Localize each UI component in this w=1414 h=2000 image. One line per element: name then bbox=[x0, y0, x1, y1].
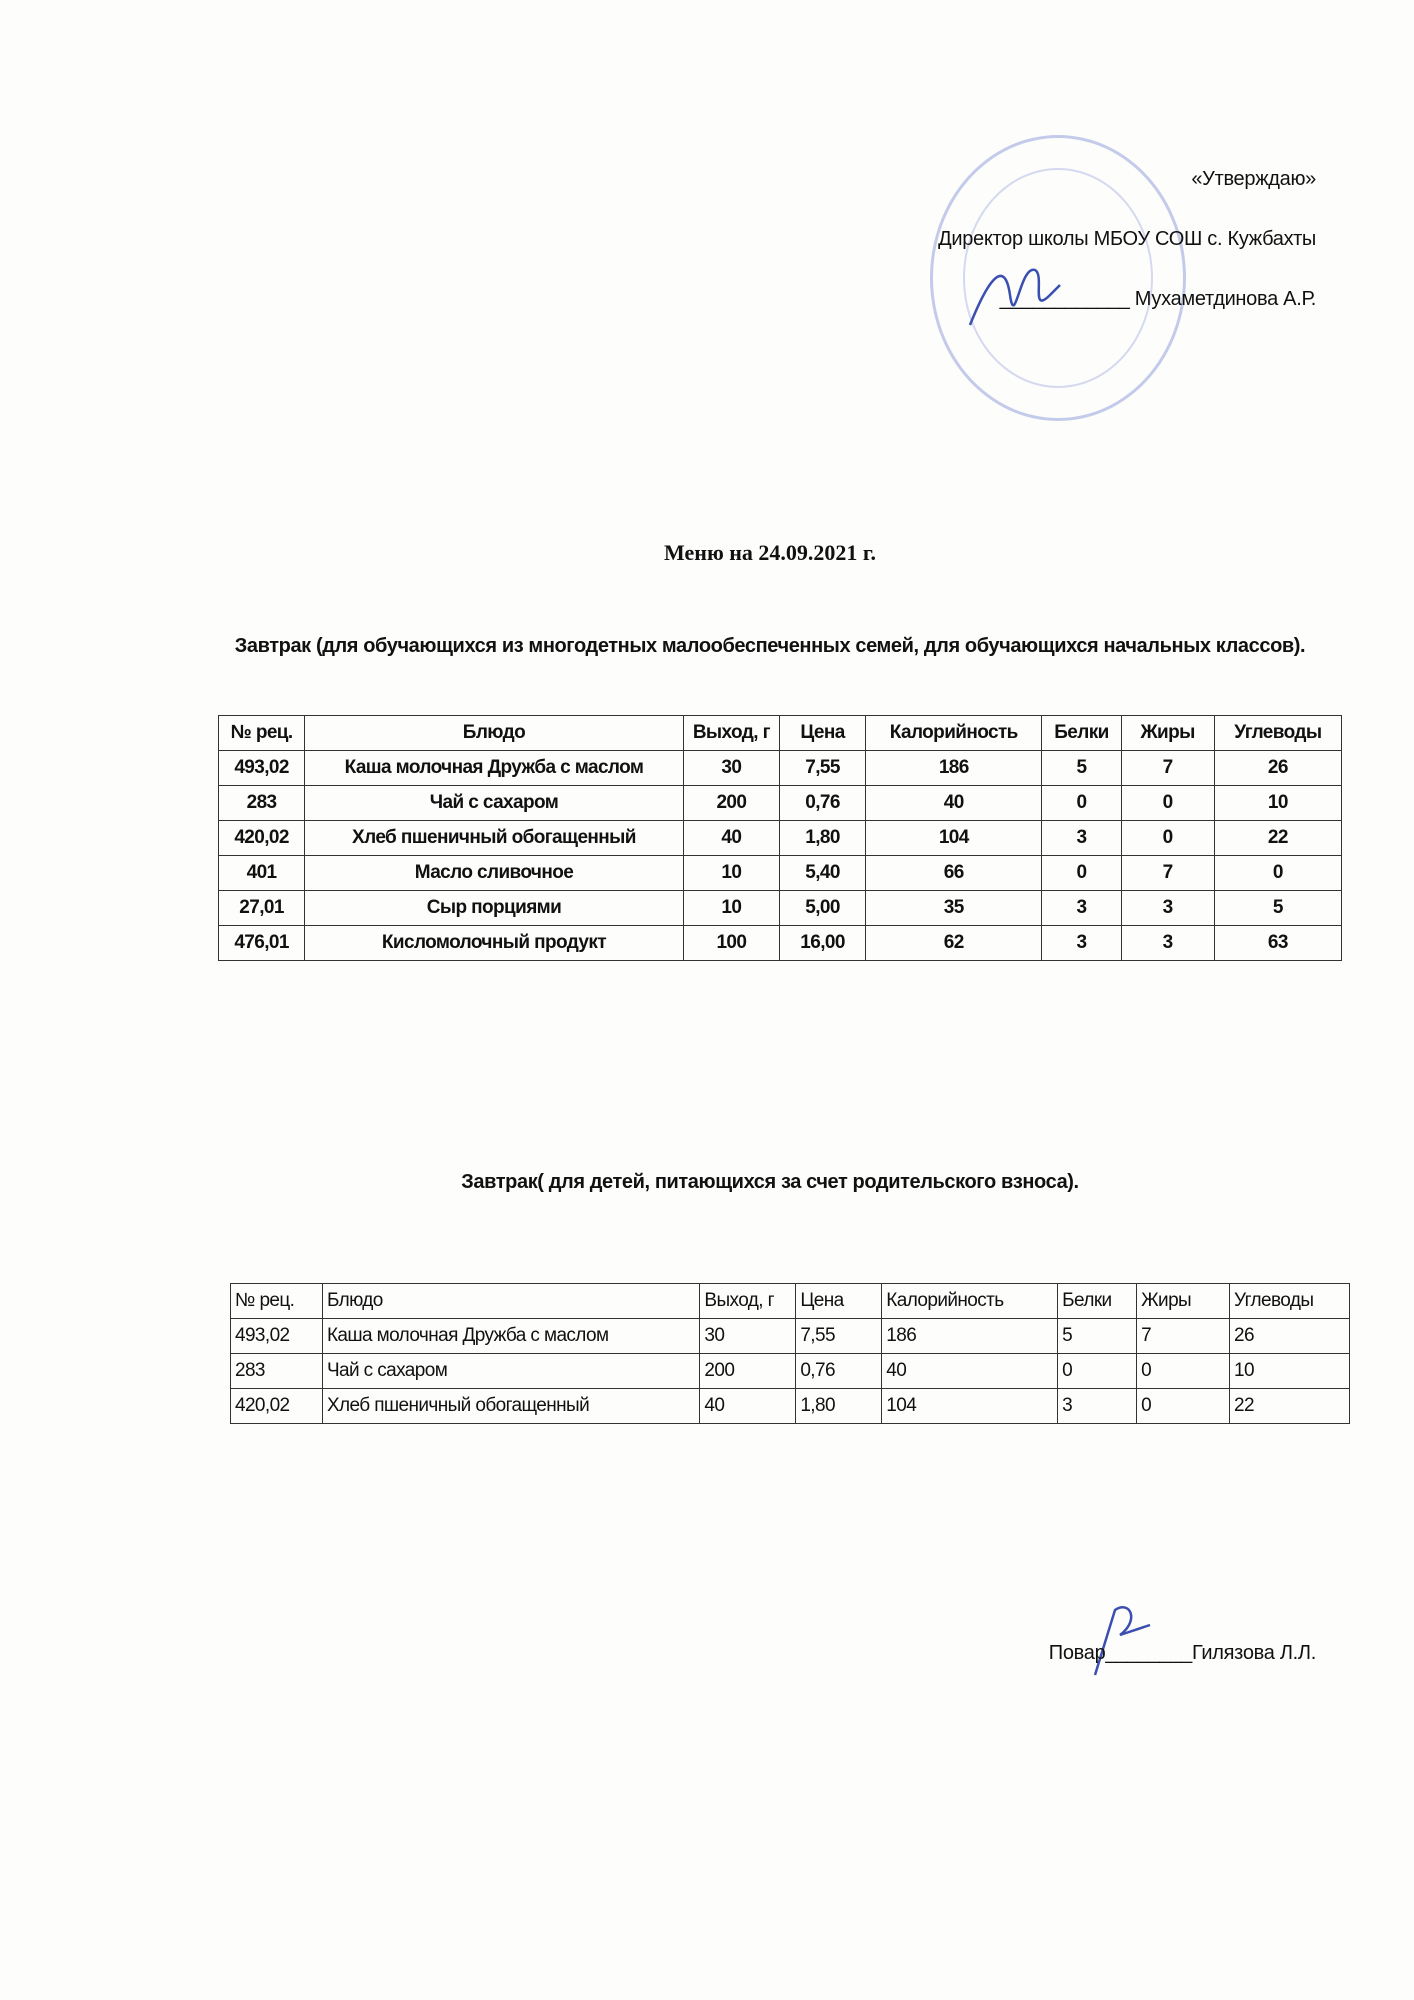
section1-heading: Завтрак (для обучающихся из многодетных малообеспеченных семей, для обучающихся начальных классов). bbox=[234, 635, 1306, 657]
cook-signature bbox=[1080, 1600, 1160, 1680]
table-row bbox=[231, 1354, 1350, 1389]
dish-name-cell: Сыр порциями bbox=[305, 891, 684, 926]
table-row bbox=[219, 786, 1342, 821]
proteins-cell: 3 bbox=[1058, 1389, 1137, 1424]
dish-name-cell: Масло сливочное bbox=[305, 856, 684, 891]
col-header: Жиры bbox=[1121, 716, 1214, 751]
proteins-cell: 5 bbox=[1058, 1319, 1137, 1354]
proteins-cell: 0 bbox=[1042, 856, 1121, 891]
col-header: Цена bbox=[796, 1284, 882, 1319]
section2-heading: Завтрак( для детей, питающихся за счет родительского взноса). bbox=[461, 1171, 1079, 1193]
carbohydrates-cell: 26 bbox=[1214, 751, 1341, 786]
calories-cell: 104 bbox=[866, 821, 1042, 856]
yield-cell: 30 bbox=[683, 751, 779, 786]
carbohydrates-cell: 22 bbox=[1230, 1389, 1350, 1424]
price-cell: 7,55 bbox=[779, 751, 865, 786]
price-cell: 7,55 bbox=[796, 1319, 882, 1354]
carbohydrates-cell: 26 bbox=[1230, 1319, 1350, 1354]
yield-cell: 30 bbox=[700, 1319, 796, 1354]
calories-cell: 186 bbox=[882, 1319, 1058, 1354]
col-header: Выход, г bbox=[683, 716, 779, 751]
price-cell: 0,76 bbox=[796, 1354, 882, 1389]
menu-table-1 bbox=[218, 715, 1342, 961]
dish-name-cell: Чай с сахаром bbox=[322, 1354, 699, 1389]
dish-name-cell: Чай с сахаром bbox=[305, 786, 684, 821]
fats-cell: 7 bbox=[1121, 751, 1214, 786]
proteins-cell: 3 bbox=[1042, 821, 1121, 856]
col-header: Блюдо bbox=[322, 1284, 699, 1319]
page-title: Меню на 24.09.2021 г. bbox=[664, 540, 876, 565]
director-signature-line: ____________ Мухаметдинова А.Р. bbox=[999, 288, 1316, 310]
yield-cell: 100 bbox=[683, 926, 779, 961]
recipe-number-cell: 420,02 bbox=[231, 1389, 323, 1424]
calories-cell: 104 bbox=[882, 1389, 1058, 1424]
table-row bbox=[219, 856, 1342, 891]
yield-cell: 200 bbox=[700, 1354, 796, 1389]
price-cell: 1,80 bbox=[796, 1389, 882, 1424]
dish-name-cell: Каша молочная Дружба с маслом bbox=[305, 751, 684, 786]
proteins-cell: 3 bbox=[1042, 926, 1121, 961]
proteins-cell: 5 bbox=[1042, 751, 1121, 786]
col-header: Выход, г bbox=[700, 1284, 796, 1319]
dish-name-cell: Каша молочная Дружба с маслом bbox=[322, 1319, 699, 1354]
col-header: Цена bbox=[779, 716, 865, 751]
carbohydrates-cell: 63 bbox=[1214, 926, 1341, 961]
carbohydrates-cell: 10 bbox=[1214, 786, 1341, 821]
proteins-cell: 3 bbox=[1042, 891, 1121, 926]
price-cell: 16,00 bbox=[779, 926, 865, 961]
col-header: Углеводы bbox=[1214, 716, 1341, 751]
yield-cell: 10 bbox=[683, 891, 779, 926]
col-header: Калорийность bbox=[882, 1284, 1058, 1319]
cook-signature-line: Повар________Гилязова Л.Л. bbox=[1048, 1642, 1316, 1664]
price-cell: 5,40 bbox=[779, 856, 865, 891]
yield-cell: 10 bbox=[683, 856, 779, 891]
calories-cell: 66 bbox=[866, 856, 1042, 891]
price-cell: 0,76 bbox=[779, 786, 865, 821]
fats-cell: 0 bbox=[1137, 1389, 1230, 1424]
table-row bbox=[219, 751, 1342, 786]
fats-cell: 0 bbox=[1121, 786, 1214, 821]
col-header: Углеводы bbox=[1230, 1284, 1350, 1319]
table-row bbox=[219, 891, 1342, 926]
table-row bbox=[231, 1319, 1350, 1354]
recipe-number-cell: 283 bbox=[219, 786, 305, 821]
recipe-number-cell: 493,02 bbox=[219, 751, 305, 786]
table-row bbox=[219, 821, 1342, 856]
table-row bbox=[231, 1389, 1350, 1424]
col-header: Блюдо bbox=[305, 716, 684, 751]
carbohydrates-cell: 5 bbox=[1214, 891, 1341, 926]
recipe-number-cell: 27,01 bbox=[219, 891, 305, 926]
proteins-cell: 0 bbox=[1042, 786, 1121, 821]
table-row bbox=[219, 926, 1342, 961]
fats-cell: 0 bbox=[1121, 821, 1214, 856]
calories-cell: 40 bbox=[866, 786, 1042, 821]
recipe-number-cell: 401 bbox=[219, 856, 305, 891]
col-header: № рец. bbox=[219, 716, 305, 751]
recipe-number-cell: 420,02 bbox=[219, 821, 305, 856]
approval-label: «Утверждаю» bbox=[1191, 168, 1316, 190]
fats-cell: 7 bbox=[1137, 1319, 1230, 1354]
fats-cell: 3 bbox=[1121, 926, 1214, 961]
yield-cell: 40 bbox=[683, 821, 779, 856]
carbohydrates-cell: 10 bbox=[1230, 1354, 1350, 1389]
fats-cell: 3 bbox=[1121, 891, 1214, 926]
calories-cell: 35 bbox=[866, 891, 1042, 926]
carbohydrates-cell: 0 bbox=[1214, 856, 1341, 891]
fats-cell: 7 bbox=[1121, 856, 1214, 891]
dish-name-cell: Кисломолочный продукт bbox=[305, 926, 684, 961]
col-header: Жиры bbox=[1137, 1284, 1230, 1319]
price-cell: 5,00 bbox=[779, 891, 865, 926]
calories-cell: 186 bbox=[866, 751, 1042, 786]
recipe-number-cell: 476,01 bbox=[219, 926, 305, 961]
table-header-row bbox=[219, 716, 1342, 751]
director-title: Директор школы МБОУ СОШ с. Кужбахты bbox=[938, 228, 1316, 250]
col-header: № рец. bbox=[231, 1284, 323, 1319]
dish-name-cell: Хлеб пшеничный обогащенный bbox=[305, 821, 684, 856]
carbohydrates-cell: 22 bbox=[1214, 821, 1341, 856]
menu-table-2 bbox=[230, 1283, 1350, 1424]
recipe-number-cell: 493,02 bbox=[231, 1319, 323, 1354]
price-cell: 1,80 bbox=[779, 821, 865, 856]
calories-cell: 62 bbox=[866, 926, 1042, 961]
recipe-number-cell: 283 bbox=[231, 1354, 323, 1389]
calories-cell: 40 bbox=[882, 1354, 1058, 1389]
yield-cell: 40 bbox=[700, 1389, 796, 1424]
dish-name-cell: Хлеб пшеничный обогащенный bbox=[322, 1389, 699, 1424]
proteins-cell: 0 bbox=[1058, 1354, 1137, 1389]
table-header-row bbox=[231, 1284, 1350, 1319]
col-header: Белки bbox=[1058, 1284, 1137, 1319]
yield-cell: 200 bbox=[683, 786, 779, 821]
col-header: Белки bbox=[1042, 716, 1121, 751]
col-header: Калорийность bbox=[866, 716, 1042, 751]
fats-cell: 0 bbox=[1137, 1354, 1230, 1389]
